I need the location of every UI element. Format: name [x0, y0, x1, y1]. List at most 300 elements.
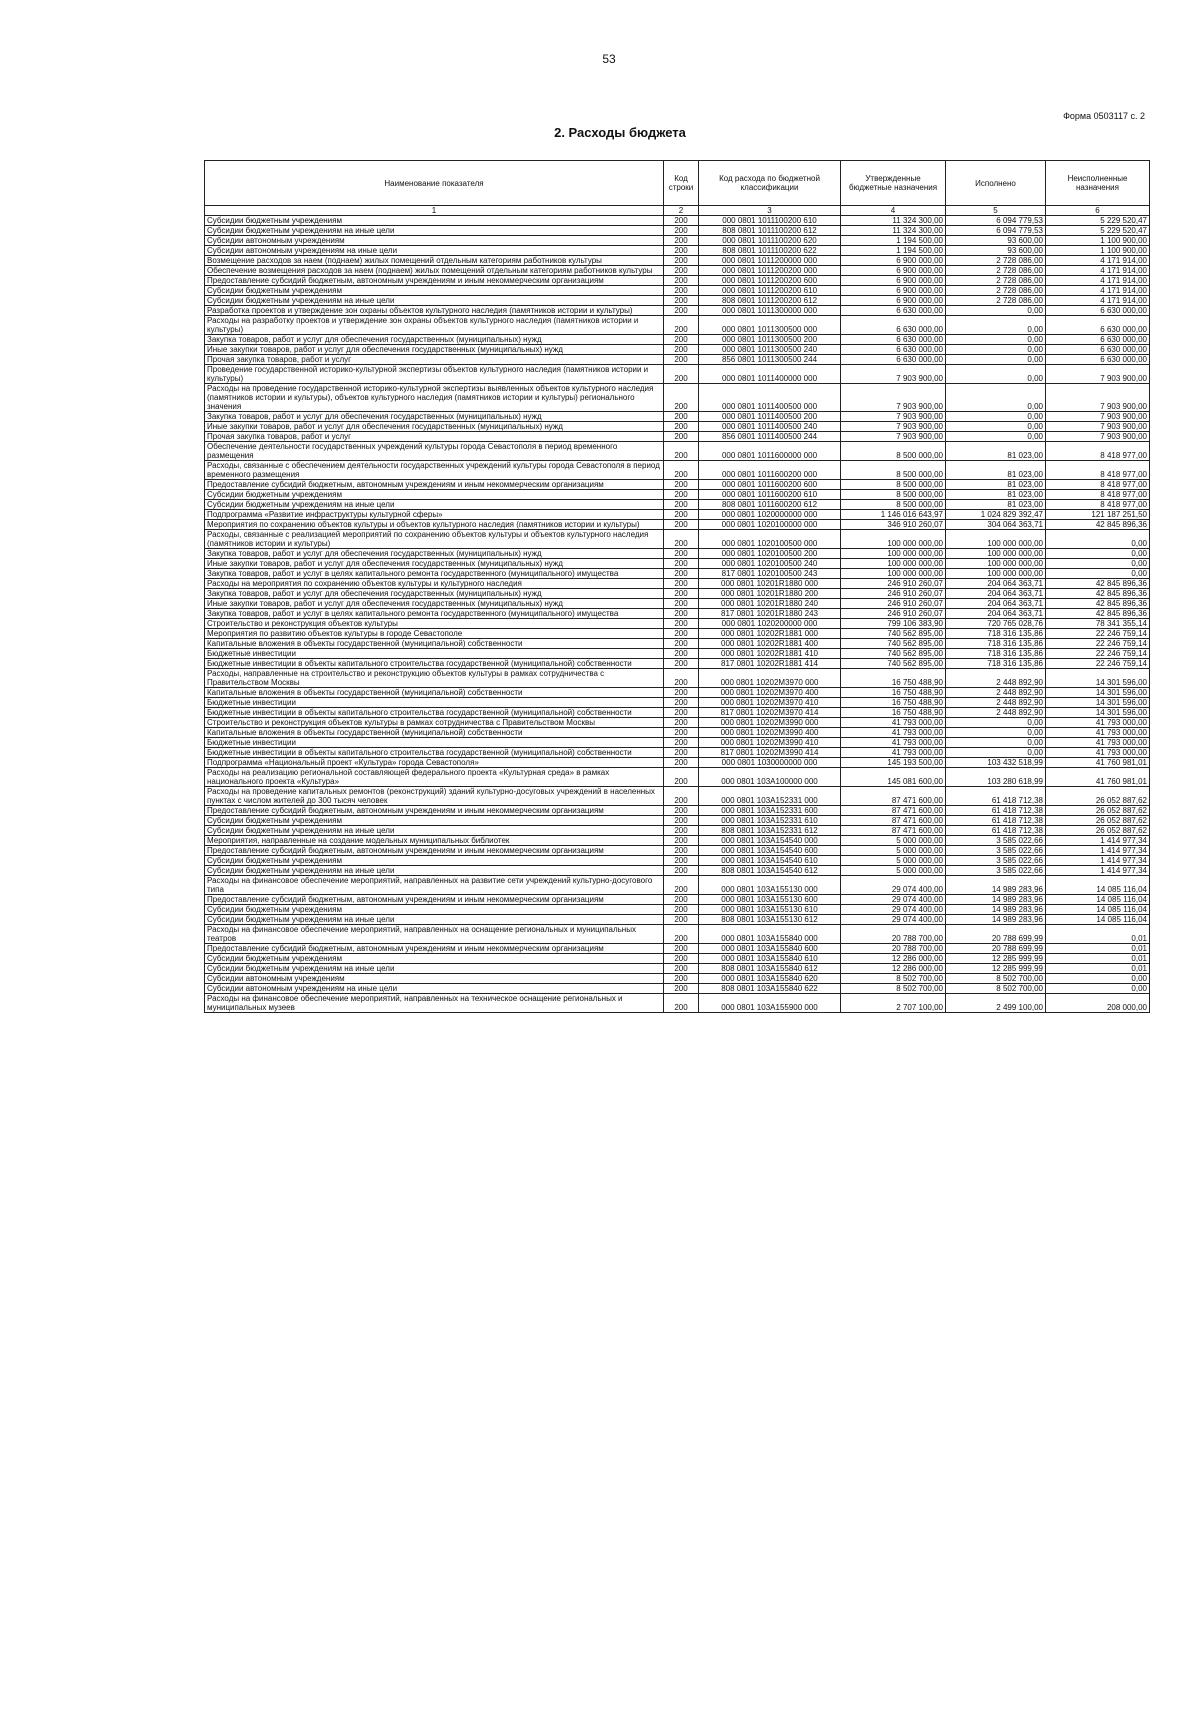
row-executed: 12 285 999,99	[946, 954, 1046, 964]
row-unexecuted: 26 052 887,62	[1046, 826, 1150, 836]
row-unexecuted: 1 414 977,34	[1046, 856, 1150, 866]
row-executed: 0,00	[946, 412, 1046, 422]
row-executed: 8 502 700,00	[946, 984, 1046, 994]
row-kbk: 000 0801 103A155130 000	[699, 876, 841, 895]
row-unexecuted: 0,01	[1046, 925, 1150, 944]
row-line-code: 200	[664, 915, 699, 925]
row-line-code: 200	[664, 480, 699, 490]
row-kbk: 817 0801 1020100500 243	[699, 569, 841, 579]
table-row	[205, 246, 1150, 256]
row-unexecuted: 42 845 896,36	[1046, 579, 1150, 589]
row-executed: 718 316 135,86	[946, 629, 1046, 639]
row-name: Бюджетные инвестиции в объекты капитального строительства государственной (муниципальной) собственности	[205, 748, 664, 758]
row-approved: 41 793 000,00	[841, 718, 946, 728]
col-header-line-code: Код строки	[664, 161, 699, 206]
row-kbk: 000 0801 1011400000 000	[699, 365, 841, 384]
col-number: 6	[1046, 206, 1150, 216]
row-kbk: 856 0801 1011400500 244	[699, 432, 841, 442]
row-executed: 103 280 618,99	[946, 768, 1046, 787]
row-name: Иные закупки товаров, работ и услуг для обеспечения государственных (муниципальных) нужд	[205, 345, 664, 355]
row-kbk: 000 0801 103A155840 600	[699, 944, 841, 954]
row-kbk: 000 0801 1011400500 240	[699, 422, 841, 432]
table-row	[205, 994, 1150, 1013]
table-row	[205, 954, 1150, 964]
row-unexecuted: 0,01	[1046, 954, 1150, 964]
row-unexecuted: 5 229 520,47	[1046, 216, 1150, 226]
row-kbk: 817 0801 10201R1880 243	[699, 609, 841, 619]
row-unexecuted: 4 171 914,00	[1046, 266, 1150, 276]
row-kbk: 000 0801 1011300500 000	[699, 316, 841, 335]
row-executed: 2 499 100,00	[946, 994, 1046, 1013]
row-line-code: 200	[664, 866, 699, 876]
row-kbk: 000 0801 103A155840 620	[699, 974, 841, 984]
row-line-code: 200	[664, 226, 699, 236]
header-row	[205, 161, 1150, 206]
row-kbk: 000 0801 1020100500 200	[699, 549, 841, 559]
row-unexecuted: 14 085 116,04	[1046, 915, 1150, 925]
row-approved: 20 788 700,00	[841, 925, 946, 944]
table-row	[205, 286, 1150, 296]
row-kbk: 808 0801 103A154540 612	[699, 866, 841, 876]
table-row	[205, 589, 1150, 599]
row-executed: 14 989 283,96	[946, 915, 1046, 925]
row-name: Субсидии бюджетным учреждениям на иные цели	[205, 226, 664, 236]
row-name: Строительство и реконструкция объектов культуры	[205, 619, 664, 629]
row-kbk: 000 0801 10201R1880 200	[699, 589, 841, 599]
row-kbk: 000 0801 103A152331 610	[699, 816, 841, 826]
row-name: Субсидии бюджетным учреждениям	[205, 216, 664, 226]
row-approved: 12 286 000,00	[841, 964, 946, 974]
table-row	[205, 579, 1150, 589]
form-label: Форма 0503117 с. 2	[1063, 111, 1145, 121]
row-name: Расходы, связанные с реализацией мероприятий по сохранению объектов культуры и объектов культурного наследия (памятников истории и культуры)	[205, 530, 664, 549]
row-approved: 6 630 000,00	[841, 355, 946, 365]
row-kbk: 817 0801 10202M3970 414	[699, 708, 841, 718]
row-approved: 100 000 000,00	[841, 559, 946, 569]
row-line-code: 200	[664, 589, 699, 599]
row-approved: 7 903 900,00	[841, 365, 946, 384]
row-unexecuted: 22 246 759,14	[1046, 629, 1150, 639]
row-line-code: 200	[664, 708, 699, 718]
table-row	[205, 236, 1150, 246]
row-kbk: 000 0801 10201R1880 240	[699, 599, 841, 609]
row-unexecuted: 26 052 887,62	[1046, 816, 1150, 826]
row-kbk: 000 0801 1011300500 240	[699, 345, 841, 355]
row-unexecuted: 8 418 977,00	[1046, 442, 1150, 461]
row-line-code: 200	[664, 698, 699, 708]
row-kbk: 000 0801 1011300000 000	[699, 306, 841, 316]
row-unexecuted: 0,01	[1046, 944, 1150, 954]
row-line-code: 200	[664, 599, 699, 609]
row-name: Расходы на финансовое обеспечение мероприятий, направленных на оснащение региональных и муниципальных театров	[205, 925, 664, 944]
row-unexecuted: 42 845 896,36	[1046, 609, 1150, 619]
row-name: Разработка проектов и утверждение зон охраны объектов культурного наследия (памятников истории и культуры)	[205, 306, 664, 316]
table-row	[205, 826, 1150, 836]
row-line-code: 200	[664, 276, 699, 286]
row-kbk: 000 0801 10202R1881 000	[699, 629, 841, 639]
row-unexecuted: 42 845 896,36	[1046, 589, 1150, 599]
page-number: 53	[602, 52, 616, 66]
row-kbk: 808 0801 1011200200 612	[699, 296, 841, 306]
row-executed: 2 728 086,00	[946, 266, 1046, 276]
table-row	[205, 549, 1150, 559]
row-kbk: 000 0801 103A155900 000	[699, 994, 841, 1013]
row-name: Субсидии бюджетным учреждениям на иные цели	[205, 915, 664, 925]
row-unexecuted: 6 630 000,00	[1046, 345, 1150, 355]
row-name: Закупка товаров, работ и услуг для обеспечения государственных (муниципальных) нужд	[205, 589, 664, 599]
row-line-code: 200	[664, 748, 699, 758]
row-unexecuted: 26 052 887,62	[1046, 787, 1150, 806]
row-unexecuted: 14 301 596,00	[1046, 688, 1150, 698]
row-executed: 2 728 086,00	[946, 286, 1046, 296]
row-line-code: 200	[664, 579, 699, 589]
row-unexecuted: 22 246 759,14	[1046, 659, 1150, 669]
row-name: Капитальные вложения в объекты государственной (муниципальной) собственности	[205, 639, 664, 649]
row-kbk: 000 0801 1011600200 000	[699, 461, 841, 480]
row-executed: 2 728 086,00	[946, 256, 1046, 266]
table-row	[205, 925, 1150, 944]
row-kbk: 000 0801 103A152331 000	[699, 787, 841, 806]
row-line-code: 200	[664, 826, 699, 836]
row-approved: 100 000 000,00	[841, 549, 946, 559]
row-name: Предоставление субсидий бюджетным, автономным учреждениям и иным некоммерческим организациям	[205, 276, 664, 286]
table-row	[205, 974, 1150, 984]
row-approved: 11 324 300,00	[841, 216, 946, 226]
row-name: Бюджетные инвестиции в объекты капитального строительства государственной (муниципальной) собственности	[205, 708, 664, 718]
row-name: Закупка товаров, работ и услуг для обеспечения государственных (муниципальных) нужд	[205, 549, 664, 559]
row-executed: 6 094 779,53	[946, 226, 1046, 236]
table-row	[205, 619, 1150, 629]
row-name: Иные закупки товаров, работ и услуг для обеспечения государственных (муниципальных) нужд	[205, 422, 664, 432]
row-unexecuted: 0,00	[1046, 530, 1150, 549]
table-row	[205, 659, 1150, 669]
table-row	[205, 559, 1150, 569]
row-kbk: 000 0801 1011200000 000	[699, 256, 841, 266]
row-approved: 8 500 000,00	[841, 461, 946, 480]
row-approved: 2 707 100,00	[841, 994, 946, 1013]
row-name: Закупка товаров, работ и услуг в целях капитального ремонта государственного (муниципального) имущества	[205, 569, 664, 579]
table-row	[205, 216, 1150, 226]
row-executed: 204 064 363,71	[946, 589, 1046, 599]
row-name: Закупка товаров, работ и услуг в целях капитального ремонта государственного (муниципального) имущества	[205, 609, 664, 619]
table-row	[205, 836, 1150, 846]
row-name: Обеспечение деятельности государственных учреждений культуры города Севастополя в период временного размещения	[205, 442, 664, 461]
row-unexecuted: 42 845 896,36	[1046, 520, 1150, 530]
row-unexecuted: 26 052 887,62	[1046, 806, 1150, 816]
row-name: Расходы, связанные с обеспечением деятельности государственных учреждений культуры города Севастополя в период временного размещения	[205, 461, 664, 480]
row-line-code: 200	[664, 286, 699, 296]
row-executed: 61 418 712,38	[946, 826, 1046, 836]
row-name: Расходы на реализацию региональной составляющей федерального проекта «Культурная среда» в рамках национального проекта «Культура»	[205, 768, 664, 787]
row-approved: 8 500 000,00	[841, 480, 946, 490]
row-approved: 87 471 600,00	[841, 816, 946, 826]
row-line-code: 200	[664, 256, 699, 266]
row-executed: 0,00	[946, 422, 1046, 432]
row-line-code: 200	[664, 412, 699, 422]
row-line-code: 200	[664, 944, 699, 954]
row-approved: 29 074 400,00	[841, 915, 946, 925]
row-kbk: 000 0801 103A154540 610	[699, 856, 841, 866]
row-unexecuted: 8 418 977,00	[1046, 480, 1150, 490]
row-kbk: 808 0801 103A155840 612	[699, 964, 841, 974]
row-approved: 7 903 900,00	[841, 412, 946, 422]
row-unexecuted: 8 418 977,00	[1046, 461, 1150, 480]
row-unexecuted: 7 903 900,00	[1046, 412, 1150, 422]
row-line-code: 200	[664, 728, 699, 738]
row-unexecuted: 22 246 759,14	[1046, 639, 1150, 649]
row-executed: 81 023,00	[946, 461, 1046, 480]
table-row	[205, 895, 1150, 905]
row-line-code: 200	[664, 609, 699, 619]
row-unexecuted: 1 100 900,00	[1046, 246, 1150, 256]
row-unexecuted: 14 085 116,04	[1046, 895, 1150, 905]
table-row	[205, 748, 1150, 758]
row-line-code: 200	[664, 246, 699, 256]
col-header-unexecuted: Неисполненные назначения	[1046, 161, 1150, 206]
row-approved: 6 900 000,00	[841, 266, 946, 276]
row-approved: 29 074 400,00	[841, 876, 946, 895]
row-approved: 6 630 000,00	[841, 345, 946, 355]
row-approved: 246 910 260,07	[841, 579, 946, 589]
row-kbk: 808 0801 103A155130 612	[699, 915, 841, 925]
row-line-code: 200	[664, 718, 699, 728]
row-executed: 2 448 892,90	[946, 669, 1046, 688]
row-kbk: 000 0801 1011200200 610	[699, 286, 841, 296]
row-executed: 14 989 283,96	[946, 876, 1046, 895]
row-line-code: 200	[664, 490, 699, 500]
row-executed: 14 989 283,96	[946, 905, 1046, 915]
row-name: Возмещение расходов за наем (поднаем) жилых помещений отдельным категориям работников культуры	[205, 256, 664, 266]
row-approved: 7 903 900,00	[841, 432, 946, 442]
row-name: Субсидии бюджетным учреждениям	[205, 286, 664, 296]
row-name: Расходы на мероприятия по сохранению объектов культуры и культурного наследия	[205, 579, 664, 589]
row-executed: 1 024 829 392,47	[946, 510, 1046, 520]
row-unexecuted: 41 760 981,01	[1046, 768, 1150, 787]
row-name: Закупка товаров, работ и услуг для обеспечения государственных (муниципальных) нужд	[205, 412, 664, 422]
row-line-code: 200	[664, 266, 699, 276]
row-executed: 0,00	[946, 335, 1046, 345]
row-unexecuted: 4 171 914,00	[1046, 286, 1150, 296]
row-approved: 6 900 000,00	[841, 286, 946, 296]
row-line-code: 200	[664, 836, 699, 846]
row-approved: 1 146 016 643,97	[841, 510, 946, 520]
row-approved: 7 903 900,00	[841, 422, 946, 432]
column-number-row	[205, 206, 1150, 216]
row-kbk: 000 0801 103A155840 000	[699, 925, 841, 944]
table-row	[205, 256, 1150, 266]
row-approved: 246 910 260,07	[841, 599, 946, 609]
row-kbk: 000 0801 1011100200 610	[699, 216, 841, 226]
row-kbk: 817 0801 10202M3990 414	[699, 748, 841, 758]
col-header-approved: Утвержденные бюджетные назначения	[841, 161, 946, 206]
row-name: Бюджетные инвестиции	[205, 649, 664, 659]
row-kbk: 000 0801 1011600200 600	[699, 480, 841, 490]
table-row	[205, 412, 1150, 422]
row-executed: 204 064 363,71	[946, 609, 1046, 619]
col-number: 2	[664, 206, 699, 216]
row-line-code: 200	[664, 758, 699, 768]
row-name: Обеспечение возмещения расходов за наем (поднаем) жилых помещений отдельным категориям работников культуры	[205, 266, 664, 276]
row-approved: 11 324 300,00	[841, 226, 946, 236]
row-approved: 7 903 900,00	[841, 384, 946, 412]
row-name: Предоставление субсидий бюджетным, автономным учреждениям и иным некоммерческим организациям	[205, 895, 664, 905]
row-line-code: 200	[664, 846, 699, 856]
table-body	[205, 216, 1150, 1013]
row-unexecuted: 6 630 000,00	[1046, 335, 1150, 345]
row-executed: 0,00	[946, 432, 1046, 442]
row-unexecuted: 0,01	[1046, 964, 1150, 974]
row-executed: 204 064 363,71	[946, 579, 1046, 589]
row-unexecuted: 4 171 914,00	[1046, 296, 1150, 306]
row-name: Проведение государственной историко-культурной экспертизы объектов культурного наследия (памятников истории и культуры)	[205, 365, 664, 384]
row-executed: 20 788 699,99	[946, 925, 1046, 944]
row-kbk: 000 0801 10202R1881 400	[699, 639, 841, 649]
row-kbk: 000 0801 1020100000 000	[699, 520, 841, 530]
col-header-kbk: Код расхода по бюджетной классификации	[699, 161, 841, 206]
row-unexecuted: 1 100 900,00	[1046, 236, 1150, 246]
row-approved: 87 471 600,00	[841, 806, 946, 816]
row-executed: 3 585 022,66	[946, 866, 1046, 876]
row-executed: 0,00	[946, 365, 1046, 384]
row-name: Субсидии бюджетным учреждениям	[205, 490, 664, 500]
expenses-table	[204, 160, 1150, 1013]
row-unexecuted: 0,00	[1046, 569, 1150, 579]
row-executed: 2 728 086,00	[946, 276, 1046, 286]
row-unexecuted: 41 793 000,00	[1046, 718, 1150, 728]
row-executed: 81 023,00	[946, 480, 1046, 490]
row-line-code: 200	[664, 619, 699, 629]
row-name: Субсидии бюджетным учреждениям на иные цели	[205, 296, 664, 306]
row-executed: 2 448 892,90	[946, 708, 1046, 718]
row-kbk: 000 0801 10202R1881 410	[699, 649, 841, 659]
row-unexecuted: 7 903 900,00	[1046, 365, 1150, 384]
row-unexecuted: 41 793 000,00	[1046, 728, 1150, 738]
row-line-code: 200	[664, 316, 699, 335]
row-line-code: 200	[664, 422, 699, 432]
row-unexecuted: 7 903 900,00	[1046, 422, 1150, 432]
row-line-code: 200	[664, 856, 699, 866]
row-name: Субсидии бюджетным учреждениям на иные цели	[205, 826, 664, 836]
row-line-code: 200	[664, 639, 699, 649]
row-executed: 0,00	[946, 384, 1046, 412]
row-executed: 100 000 000,00	[946, 569, 1046, 579]
row-kbk: 000 0801 1011200200 600	[699, 276, 841, 286]
row-executed: 0,00	[946, 355, 1046, 365]
col-header-executed: Исполнено	[946, 161, 1046, 206]
row-kbk: 808 0801 103A155840 622	[699, 984, 841, 994]
row-approved: 5 000 000,00	[841, 866, 946, 876]
row-name: Предоставление субсидий бюджетным, автономным учреждениям и иным некоммерческим организациям	[205, 806, 664, 816]
row-executed: 0,00	[946, 316, 1046, 335]
row-executed: 61 418 712,38	[946, 816, 1046, 826]
row-approved: 6 630 000,00	[841, 306, 946, 316]
row-executed: 6 094 779,53	[946, 216, 1046, 226]
row-executed: 204 064 363,71	[946, 599, 1046, 609]
row-line-code: 200	[664, 355, 699, 365]
row-approved: 6 630 000,00	[841, 316, 946, 335]
row-name: Предоставление субсидий бюджетным, автономным учреждениям и иным некоммерческим организациям	[205, 480, 664, 490]
table-row	[205, 846, 1150, 856]
row-unexecuted: 14 085 116,04	[1046, 876, 1150, 895]
row-line-code: 200	[664, 500, 699, 510]
table-row	[205, 649, 1150, 659]
row-line-code: 200	[664, 365, 699, 384]
row-name: Иные закупки товаров, работ и услуг для обеспечения государственных (муниципальных) нужд	[205, 559, 664, 569]
row-unexecuted: 14 085 116,04	[1046, 905, 1150, 915]
table-row	[205, 787, 1150, 806]
row-name: Прочая закупка товаров, работ и услуг	[205, 355, 664, 365]
row-line-code: 200	[664, 442, 699, 461]
row-approved: 16 750 488,90	[841, 688, 946, 698]
row-line-code: 200	[664, 559, 699, 569]
row-name: Субсидии бюджетным учреждениям на иные цели	[205, 866, 664, 876]
table-row	[205, 510, 1150, 520]
table-row	[205, 768, 1150, 787]
row-name: Расходы на проведение капитальных ремонтов (реконструкций) зданий культурно-досуговых учреждений в населенных пунктах с числом жителей до 300 тысяч человек	[205, 787, 664, 806]
row-name: Субсидии бюджетным учреждениям	[205, 954, 664, 964]
row-approved: 799 106 383,90	[841, 619, 946, 629]
row-approved: 100 000 000,00	[841, 569, 946, 579]
row-approved: 6 900 000,00	[841, 296, 946, 306]
row-executed: 0,00	[946, 738, 1046, 748]
row-kbk: 000 0801 10202M3990 410	[699, 738, 841, 748]
row-unexecuted: 1 414 977,34	[1046, 836, 1150, 846]
table-row	[205, 461, 1150, 480]
row-line-code: 200	[664, 520, 699, 530]
row-unexecuted: 14 301 596,00	[1046, 708, 1150, 718]
table-row	[205, 500, 1150, 510]
row-line-code: 200	[664, 432, 699, 442]
row-unexecuted: 0,00	[1046, 549, 1150, 559]
table-row	[205, 698, 1150, 708]
table-row	[205, 432, 1150, 442]
col-number: 4	[841, 206, 946, 216]
row-approved: 346 910 260,07	[841, 520, 946, 530]
row-kbk: 000 0801 103A154540 000	[699, 836, 841, 846]
row-name: Субсидии бюджетным учреждениям на иные цели	[205, 964, 664, 974]
table-row	[205, 480, 1150, 490]
row-approved: 740 562 895,00	[841, 649, 946, 659]
table-row	[205, 355, 1150, 365]
row-executed: 81 023,00	[946, 442, 1046, 461]
table-row	[205, 569, 1150, 579]
row-name: Иные закупки товаров, работ и услуг для обеспечения государственных (муниципальных) нужд	[205, 599, 664, 609]
row-approved: 87 471 600,00	[841, 787, 946, 806]
table-row	[205, 384, 1150, 412]
row-line-code: 200	[664, 296, 699, 306]
row-name: Бюджетные инвестиции	[205, 738, 664, 748]
row-unexecuted: 4 171 914,00	[1046, 256, 1150, 266]
row-kbk: 000 0801 103A100000 000	[699, 768, 841, 787]
row-unexecuted: 14 301 596,00	[1046, 698, 1150, 708]
row-approved: 5 000 000,00	[841, 836, 946, 846]
row-unexecuted: 41 793 000,00	[1046, 748, 1150, 758]
row-unexecuted: 0,00	[1046, 974, 1150, 984]
row-line-code: 200	[664, 787, 699, 806]
table-row	[205, 226, 1150, 236]
row-kbk: 000 0801 1011400500 000	[699, 384, 841, 412]
row-line-code: 200	[664, 549, 699, 559]
row-name: Бюджетные инвестиции в объекты капитального строительства государственной (муниципальной) собственности	[205, 659, 664, 669]
row-line-code: 200	[664, 659, 699, 669]
row-approved: 6 900 000,00	[841, 256, 946, 266]
row-executed: 93 600,00	[946, 246, 1046, 256]
row-kbk: 808 0801 1011100200 622	[699, 246, 841, 256]
row-approved: 5 000 000,00	[841, 846, 946, 856]
row-executed: 2 728 086,00	[946, 296, 1046, 306]
row-line-code: 200	[664, 895, 699, 905]
row-line-code: 200	[664, 530, 699, 549]
